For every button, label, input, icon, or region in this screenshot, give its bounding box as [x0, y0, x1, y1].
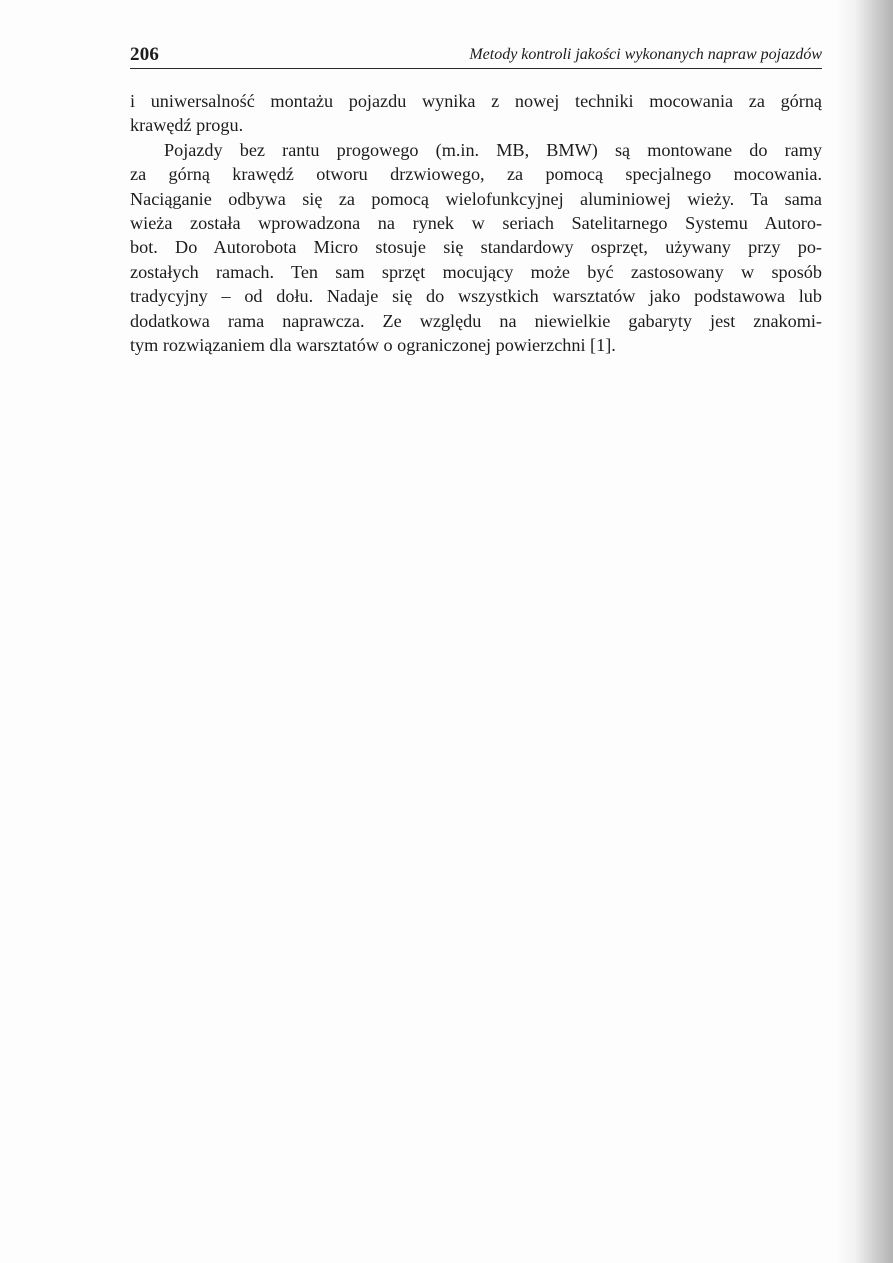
paragraph: [130, 89, 822, 138]
body-text: [130, 89, 822, 357]
text-line: Pojazdy bez rantu progowego (m.in. MB, BMW) są montowane do ramy: [164, 139, 822, 160]
text-line: zostałych ramach. Ten sam sprzęt mocujący może być zastosowany w sposób: [130, 261, 822, 282]
text-line: dodatkowa rama naprawcza. Ze względu na niewielkie gabaryty jest znakomi-: [130, 310, 822, 331]
text-line: tym rozwiązaniem dla warsztatów o ograniczonej powierzchni [1].: [130, 335, 616, 356]
paragraph: [130, 138, 822, 358]
page-number: 206: [130, 44, 160, 65]
text-line: za górną krawędź otworu drzwiowego, za pomocą specjalnego mocowania.: [130, 164, 822, 185]
text-line: krawędź progu.: [130, 115, 244, 136]
text-line: wieża została wprowadzona na rynek w seriach Satelitarnego Systemu Autoro-: [130, 213, 822, 234]
text-line: bot. Do Autorobota Micro stosuje się standardowy osprzęt, używany przy po-: [130, 237, 822, 258]
page-header: [130, 42, 822, 69]
running-title: Metody kontroli jakości wykonanych napraw pojazdów: [469, 46, 822, 63]
text-line: i uniwersalność montażu pojazdu wynika z nowej techniki mocowania za górną: [130, 91, 822, 111]
text-line: Naciąganie odbywa się za pomocą wielofunkcyjnej aluminiowej wieży. Ta sama: [130, 188, 822, 209]
text-line: tradycyjny – od dołu. Nadaje się do wszystkich warsztatów jako podstawowa lub: [130, 286, 822, 307]
scan-edge-shadow: [835, 0, 893, 1263]
